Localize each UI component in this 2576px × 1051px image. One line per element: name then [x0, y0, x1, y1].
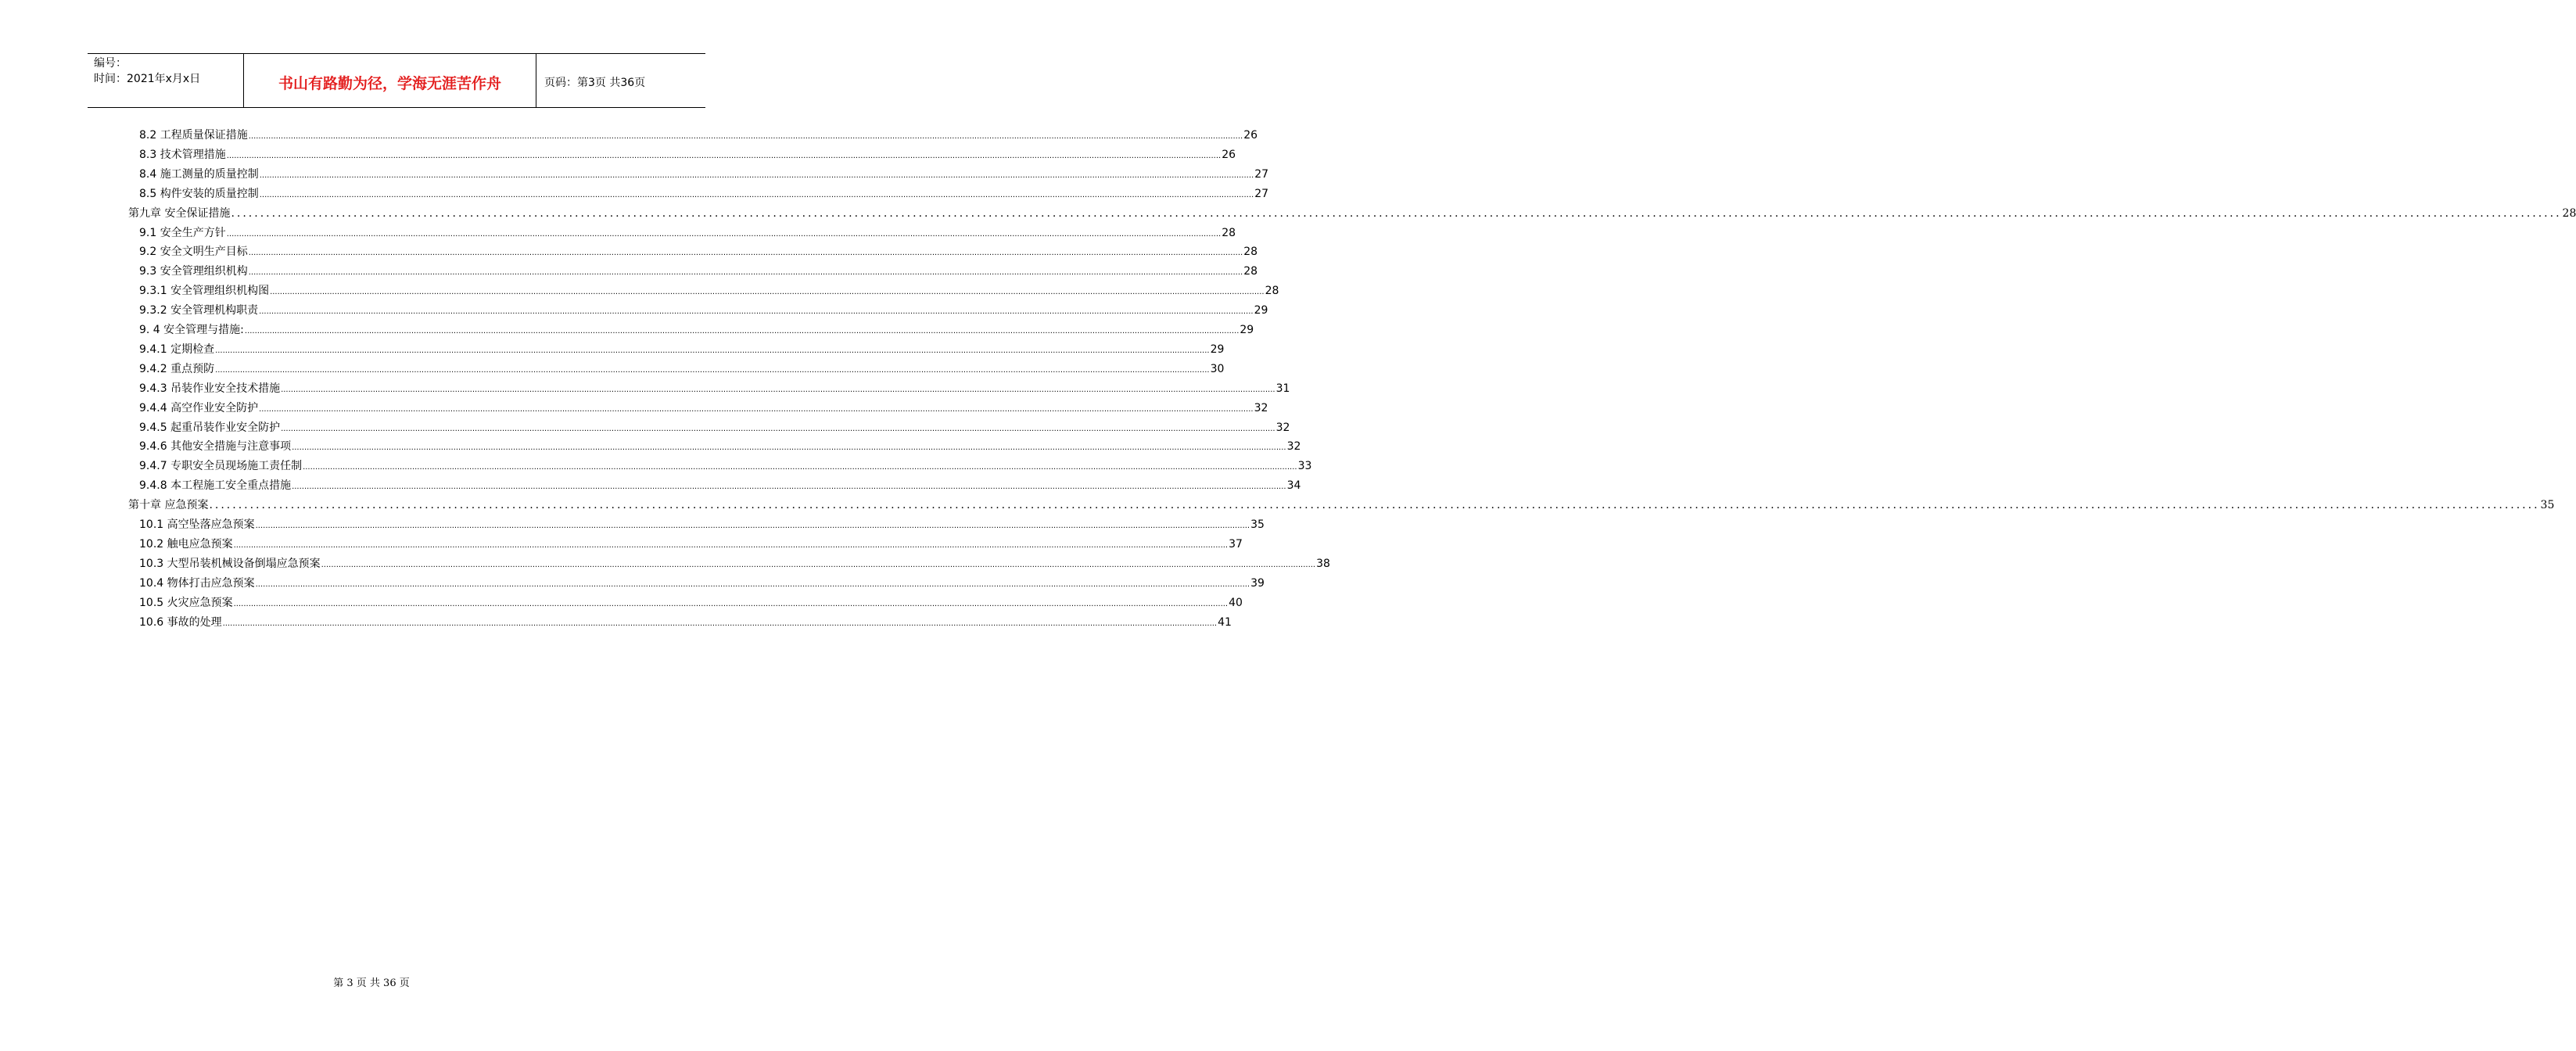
toc-section-entry[interactable] — [139, 164, 1269, 181]
toc-section-entry[interactable] — [139, 223, 1236, 240]
toc-entry-page: 29 — [1240, 324, 1254, 336]
toc-dot-leader: ................................................................................................................................................................................................................................................................................................................................................................................................................ — [226, 151, 1222, 160]
toc-section-entry[interactable] — [139, 554, 1330, 571]
toc-dot-leader: ................................................................................................................................................................................................................................................................................................................................................................................................................ — [248, 268, 1243, 278]
toc-section-entry[interactable] — [139, 515, 1265, 532]
toc-entry-title: 8.2 工程质量保证措施 — [139, 129, 248, 142]
toc-section-entry[interactable] — [139, 145, 1236, 162]
toc-entry-title: 9.4.2 重点预防 — [139, 362, 215, 375]
toc-dot-leader: ................................................................................................................................................................................................................................................................................................................................................................................................................ — [248, 249, 1243, 258]
toc-dot-leader: ................................................................................................................................................................................................................................................................................................................................................................................................................ — [292, 482, 1286, 492]
toc-section-entry[interactable] — [139, 593, 1243, 610]
toc-section-entry[interactable] — [139, 261, 1258, 278]
toc-entry-page: 28 — [1243, 246, 1258, 259]
toc-entry-title: 10.5 火灾应急预案 — [139, 596, 233, 609]
toc-entry-page: 40 — [1229, 596, 1243, 609]
toc-dot-leader: ................................................................................................................................................................................................................................................................................................................................................................................................................ — [281, 385, 1275, 394]
toc-entry-page: 41 — [1218, 615, 1232, 629]
toc-dot-leader: ................................................................................................................................................................................................................................................................................................................................................................................................................ — [255, 579, 1250, 589]
toc-entry-page: 35 — [2540, 499, 2555, 512]
toc-entry-title: 10.1 高空坠落应急预案 — [139, 518, 255, 531]
toc-dot-leader: ................................................................................................................................................................................................................................................................................................................................................................................................................ — [226, 229, 1222, 239]
toc-entry-title: 9.4.1 定期检查 — [139, 343, 215, 356]
toc-entry-title: 第十章 应急预案 — [128, 499, 209, 512]
toc-entry-title: 9.4.4 高空作业安全防护 — [139, 401, 259, 414]
toc-section-entry[interactable] — [139, 184, 1269, 201]
toc-dot-leader: ................................................................................................................................................................................................................................................................................................................................................................................................................ — [215, 346, 1210, 355]
toc-entry-page: 30 — [1210, 362, 1225, 375]
toc-dot-leader: ................................................................................................................................................................................................................................................................................................................................................................................................................ — [292, 443, 1286, 453]
toc-entry-page: 39 — [1250, 576, 1265, 590]
toc-section-entry[interactable] — [139, 339, 1225, 357]
toc-entry-page: 34 — [1286, 479, 1301, 493]
toc-entry-title: 9.1 安全生产方针 — [139, 226, 226, 239]
toc-entry-title: 第九章 安全保证措施 — [128, 206, 231, 220]
toc-entry-title: 10.2 触电应急预案 — [139, 537, 233, 551]
toc-section-entry[interactable] — [139, 378, 1290, 396]
toc-entry-page: 38 — [1316, 557, 1330, 570]
toc-dot-leader: ................................................................................................................................................................................................................................................................................................................................................................................................................ — [209, 499, 2540, 512]
toc-entry-page: 29 — [1254, 304, 1268, 317]
toc-entry-title: 9.4.8 本工程施工安全重点措施 — [139, 479, 292, 493]
number-label: 编号： — [94, 57, 127, 70]
toc-dot-leader: ................................................................................................................................................................................................................................................................................................................................................................................................................ — [233, 599, 1229, 608]
toc-section-entry[interactable] — [139, 359, 1225, 376]
toc-entry-page: 27 — [1254, 187, 1269, 200]
toc-section-entry[interactable] — [139, 573, 1265, 590]
toc-section-entry[interactable] — [139, 300, 1268, 317]
toc-entry-page: 31 — [1275, 382, 1290, 395]
toc-chapter-entry[interactable] — [128, 203, 2576, 221]
toc-entry-title: 9.3.2 安全管理机构职责 — [139, 304, 259, 317]
header-meta-cell — [88, 54, 244, 107]
toc-entry-page: 32 — [1254, 401, 1268, 414]
toc-section-entry[interactable] — [139, 320, 1254, 337]
page-footer: 第 3 页 共 36 页 — [333, 977, 410, 989]
toc-entry-page: 28 — [1243, 265, 1258, 278]
toc-dot-leader: ................................................................................................................................................................................................................................................................................................................................................................................................................ — [259, 170, 1254, 180]
toc-entry-title: 9.4.5 起重吊装作业安全防护 — [139, 421, 281, 434]
toc-entry-page: 33 — [1297, 460, 1312, 473]
toc-entry-page: 28 — [1222, 226, 1236, 239]
toc-section-entry[interactable] — [139, 125, 1258, 142]
toc-dot-leader: ................................................................................................................................................................................................................................................................................................................................................................................................................ — [259, 307, 1254, 317]
toc-entry-page: 28 — [1265, 285, 1279, 298]
toc-entry-title: 9.4.3 吊装作业安全技术措施 — [139, 382, 281, 395]
toc-section-entry[interactable] — [139, 475, 1301, 493]
toc-section-entry[interactable] — [139, 612, 1232, 630]
toc-entry-title: 8.4 施工测量的质量控制 — [139, 167, 259, 181]
toc-entry-page: 27 — [1254, 167, 1269, 181]
toc-entry-title: 10.6 事故的处理 — [139, 615, 222, 629]
toc-entry-page: 28 — [2562, 206, 2576, 220]
toc-dot-leader: ................................................................................................................................................................................................................................................................................................................................................................................................................ — [244, 327, 1240, 335]
toc-entry-title: 9.4.7 专职安全员现场施工责任制 — [139, 460, 303, 473]
toc-entry-page: 35 — [1250, 518, 1265, 531]
toc-dot-leader: ................................................................................................................................................................................................................................................................................................................................................................................................................ — [231, 206, 2562, 220]
toc-dot-leader: ................................................................................................................................................................................................................................................................................................................................................................................................................ — [259, 190, 1254, 199]
toc-chapter-entry[interactable] — [128, 495, 2555, 512]
page-header — [88, 53, 705, 108]
toc-entry-title: 8.5 构件安装的质量控制 — [139, 187, 259, 200]
toc-entry-page: 32 — [1286, 440, 1301, 454]
toc-section-entry[interactable] — [139, 436, 1301, 454]
toc-entry-page: 32 — [1275, 421, 1290, 434]
toc-entry-title: 9.3.1 安全管理组织机构图 — [139, 285, 270, 298]
toc-entry-title: 9.4.6 其他安全措施与注意事项 — [139, 440, 292, 454]
toc-entry-title: 9.2 安全文明生产目标 — [139, 246, 248, 259]
toc-dot-leader: ................................................................................................................................................................................................................................................................................................................................................................................................................ — [255, 522, 1250, 530]
toc-entry-title: 8.3 技术管理措施 — [139, 148, 226, 161]
toc-entry-page: 37 — [1229, 537, 1243, 551]
toc-dot-leader: ................................................................................................................................................................................................................................................................................................................................................................................................................ — [270, 288, 1265, 297]
toc-entry-title: 10.3 大型吊装机械设备倒塌应急预案 — [139, 557, 321, 570]
toc-dot-leader: ................................................................................................................................................................................................................................................................................................................................................................................................................ — [222, 619, 1218, 628]
toc-entry-page: 29 — [1210, 343, 1225, 356]
toc-dot-leader: ................................................................................................................................................................................................................................................................................................................................................................................................................ — [303, 463, 1297, 472]
toc-dot-leader: ................................................................................................................................................................................................................................................................................................................................................................................................................ — [259, 404, 1254, 414]
toc-entry-title: 9.3 安全管理组织机构 — [139, 265, 248, 278]
toc-section-entry[interactable] — [139, 534, 1243, 551]
toc-section-entry[interactable] — [139, 281, 1279, 298]
toc-dot-leader: ................................................................................................................................................................................................................................................................................................................................................................................................................ — [233, 540, 1229, 550]
toc-dot-leader: ................................................................................................................................................................................................................................................................................................................................................................................................................ — [248, 132, 1243, 141]
toc-dot-leader: ................................................................................................................................................................................................................................................................................................................................................................................................................ — [281, 424, 1275, 433]
toc-entry-page: 26 — [1243, 129, 1258, 142]
header-motto: 书山有路勤为径，学海无涯苦作舟 — [244, 54, 536, 107]
toc-entry-page: 26 — [1222, 148, 1236, 161]
toc-section-entry[interactable] — [139, 418, 1290, 435]
toc-section-entry[interactable] — [139, 456, 1312, 473]
toc-dot-leader: ................................................................................................................................................................................................................................................................................................................................................................................................................ — [321, 560, 1316, 569]
header-page-info: 页码：第3页 共36页 — [544, 77, 646, 89]
time-label: 时间：2021年x月x日 — [94, 73, 201, 85]
toc-entry-title: 10.4 物体打击应急预案 — [139, 576, 255, 590]
toc-entry-title: 9. 4 安全管理与措施: — [139, 324, 244, 336]
toc-section-entry[interactable] — [139, 398, 1268, 415]
toc-section-entry[interactable] — [139, 242, 1258, 259]
toc-dot-leader: ................................................................................................................................................................................................................................................................................................................................................................................................................ — [215, 365, 1210, 375]
